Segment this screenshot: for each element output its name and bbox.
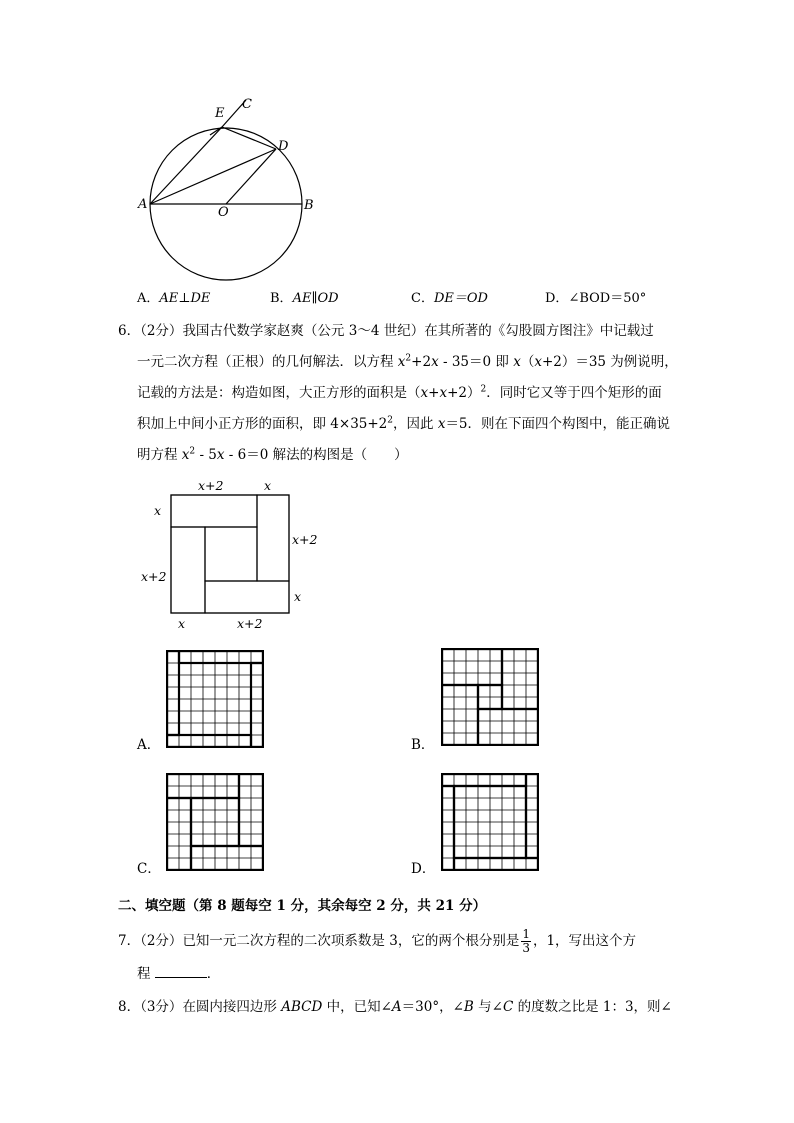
grid-highlight-rect	[502, 649, 538, 709]
grid-highlight-rect	[442, 786, 454, 870]
circle-geometry-figure	[130, 92, 330, 292]
zhao-shuang-square-figure	[140, 475, 330, 635]
q6-option-a-label: A．	[137, 737, 161, 753]
q8-line-1: 8．（3分）在圆内接四边形 ABCD 中，已知∠A＝30°，∠B 与∠C 的度数之比是 1：3，则∠	[118, 999, 672, 1015]
label-right-bottom: x	[294, 589, 302, 604]
grid-highlight-rect	[179, 651, 263, 663]
grid-option-a	[166, 650, 264, 748]
q6-option-d-label: D．	[411, 861, 436, 877]
q5-option-b: B．AE∥OD	[270, 291, 339, 306]
inner-square	[205, 527, 257, 581]
label-left-bottom: x+2	[141, 569, 167, 584]
rect-top	[171, 495, 257, 527]
q5-option-d: D．∠BOD＝50°	[545, 291, 647, 306]
q5-option-c: C．DE＝OD	[411, 291, 488, 306]
rect-right	[257, 495, 289, 581]
grid-highlight-rect	[442, 649, 502, 685]
outer-square	[171, 495, 289, 613]
grid-highlight-rect	[526, 774, 538, 858]
q6-line-2: 一元二次方程（正根）的几何解法．以方程 $x^2+2x - 35=0$ 即 x（x+2）＝35 为例说明，	[137, 353, 678, 370]
answer-blank[interactable]	[155, 965, 207, 978]
label-o: O	[218, 205, 229, 220]
segment-ad	[150, 149, 276, 204]
segment-od	[226, 149, 276, 204]
grid-highlight-rect	[442, 774, 526, 786]
label-b: B	[304, 198, 314, 213]
q6-line-3: 记载的方法是：构造如图，大正方形的面积是$(x+x+2)^2$．同时它又等于四个矩形的面	[137, 384, 662, 401]
q6-line-1: 6．（2分）我国古代数学家赵爽（公元 3～4 世纪）在其所著的《勾股圆方图注》中记载过	[118, 323, 654, 339]
label-d: D	[278, 139, 289, 154]
segment-ed	[222, 127, 276, 149]
fraction-one-third: $\frac{1}{3}$	[522, 927, 530, 955]
grid-option-b	[441, 648, 539, 746]
label-right-top: x+2	[292, 532, 318, 547]
q6-option-b-label: B．	[411, 737, 435, 753]
label-top-left: x+2	[198, 478, 224, 493]
section-2-title: 二、填空题（第 8 题每空 1 分，其余每空 2 分，共 21 分）	[118, 898, 487, 914]
grid-highlight-rect	[442, 685, 478, 745]
grid-option-c	[166, 773, 264, 871]
q6-line-4: 积加上中间小正方形的面积，即 $4\times 35+2^2$，因此 x＝5．则在下面四个构图中，能正确说	[137, 415, 671, 432]
label-left-top: x	[154, 503, 162, 518]
label-a: A	[138, 197, 148, 212]
q7-line-1: 7．（2分）已知一元二次方程的二次项系数是 3，它的两个根分别是 $\frac{1}{3}$ ，1，写出这个方	[118, 927, 637, 955]
label-bottom-left: x	[178, 616, 186, 631]
q5-option-a: A．AE⊥DE	[137, 291, 211, 306]
q7-line-2: 程 ．	[137, 966, 221, 982]
rect-bottom	[205, 581, 289, 613]
label-c: C	[242, 97, 252, 112]
grid-option-d	[441, 773, 539, 871]
grid-highlight-rect	[251, 663, 263, 747]
grid-highlight-rect	[167, 651, 179, 735]
grid-highlight-rect	[478, 709, 538, 745]
label-bottom-right: x+2	[237, 616, 263, 631]
q6-line-5: 明方程 $x^2 - 5x - 6=0$ 解法的构图是（ ）	[137, 446, 408, 463]
grid-highlight-rect	[167, 735, 251, 747]
label-top-right: x	[264, 478, 272, 493]
rect-left	[171, 527, 205, 613]
label-e: E	[215, 106, 225, 121]
grid-highlight-rect	[454, 858, 538, 870]
q6-option-c-label: C．	[137, 861, 161, 877]
